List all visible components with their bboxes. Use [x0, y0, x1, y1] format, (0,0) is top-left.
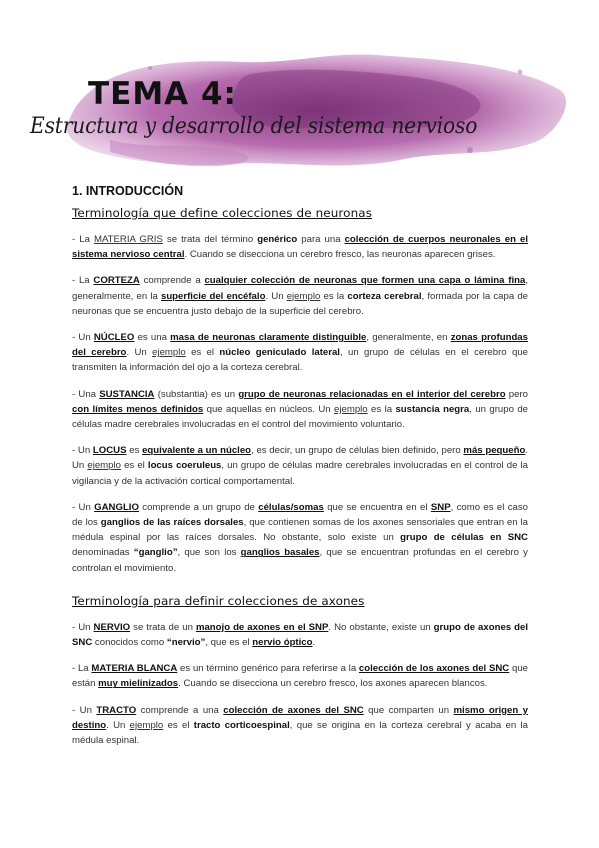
bold-underlined-text: nervio óptico — [252, 637, 313, 649]
paragraph-corteza — [72, 273, 528, 319]
paragraph-nucleo — [72, 330, 528, 376]
text-run: , un grupo de células madre cerebrales involucradas en el control del movimiento voluntario. — [72, 403, 528, 431]
text-run: . — [312, 637, 316, 649]
underlined-text: ejemplo — [152, 347, 186, 359]
text-run: , que es el — [205, 637, 253, 649]
text-run: , que son los — [177, 547, 241, 559]
term-materia-blanca: MATERIA BLANCA — [91, 663, 178, 675]
text-run: que comparten un — [363, 704, 454, 716]
bold-underlined-text: más pequeño — [463, 445, 526, 457]
paragraph-nervio — [72, 620, 528, 650]
text-run: - Un — [72, 445, 93, 457]
bold-text: sustancia negra — [395, 403, 470, 415]
title: TEMA 4: — [88, 76, 237, 112]
text-run: que aquellas en núcleos. Un — [203, 403, 335, 415]
bold-underlined-text: SNP — [430, 501, 451, 513]
text-run: se trata del término — [162, 234, 258, 245]
bold-text: tracto corticoespinal — [193, 719, 290, 731]
text-run: , un grupo de células madre cerebrales involucradas en el control de la vigilancia y de la activación cortical comportamental. — [72, 460, 528, 487]
text-run: - La — [72, 234, 94, 245]
paragraph-ganglio — [72, 500, 528, 576]
bold-underlined-text: colección de axones del SNC — [223, 704, 364, 716]
bold-underlined-text: grupo de neuronas relacionadas en el interior del cerebro — [238, 388, 506, 400]
bold-underlined-text: con límites menos definidos — [72, 403, 204, 415]
text-run: conocidos como — [92, 637, 167, 649]
term-tracto: TRACTO — [96, 704, 137, 716]
text-run: es un término genérico para referirse a la — [177, 663, 359, 675]
text-run: , que se origina en la corteza cerebral y acaba en la médula espinal. — [72, 719, 528, 747]
bold-underlined-text: manojo de axones en el SNP — [195, 621, 329, 633]
underlined-text: ejemplo — [87, 460, 121, 472]
term-sustancia: SUSTANCIA — [99, 388, 155, 400]
bold-text: núcleo geniculado lateral — [219, 347, 340, 359]
bold-underlined-text: colección de cuerpos neuronales en el sistema nervioso central — [72, 234, 528, 261]
text-run: . No obstante, existe un — [328, 621, 434, 633]
bold-underlined-text: masa de neuronas claramente distinguible — [170, 332, 367, 344]
bold-underlined-text: colección de los axones del SNC — [358, 663, 510, 675]
text-run: comprende a una — [136, 704, 224, 716]
text-run: es la — [320, 290, 348, 302]
bold-text: corteza cerebral — [347, 290, 422, 302]
document-body — [72, 184, 528, 759]
text-run: , es decir, un grupo de células bien definido, pero — [251, 445, 464, 457]
term-corteza: CORTEZA — [93, 275, 140, 287]
bold-underlined-text: superficie del encéfalo — [160, 290, 266, 302]
text-run: es la — [367, 403, 396, 415]
bold-underlined-text: equivalente a un núcleo — [142, 445, 252, 457]
text-run: , que se encuentran profundas en el cerebro y controlan el movimiento. — [72, 547, 528, 574]
underlined-text: ejemplo — [334, 403, 368, 415]
bold-text: locus coeruleus — [147, 460, 222, 472]
text-run: se trata de un — [130, 621, 196, 633]
text-run: - La — [72, 275, 94, 287]
paragraph-tracto — [72, 703, 528, 749]
text-run: , generalmente, en la — [72, 275, 528, 302]
term-nervio: NERVIO — [93, 621, 131, 633]
bold-text: genérico — [257, 234, 298, 245]
bold-text: ganglios de las raíces dorsales — [100, 517, 244, 529]
text-run: - Una — [72, 388, 100, 400]
text-run: . Un — [106, 719, 130, 731]
text-run: comprende a un grupo de — [138, 501, 259, 513]
bold-underlined-text: cualquier colección de neuronas que formen una capa o lámina fina — [204, 275, 526, 287]
bold-text: grupo de células en SNC — [400, 532, 528, 544]
bold-text: “nervio” — [166, 637, 206, 649]
term-materia-gris: MATERIA GRIS — [93, 234, 163, 245]
text-run: es — [126, 445, 143, 457]
subsection-heading-axones: Terminología para definir colecciones de axones — [72, 593, 365, 608]
text-run: - Un — [72, 332, 94, 344]
subtitle: Estructura y desarrollo del sistema nervioso — [30, 114, 478, 139]
text-run: , un grupo de células en el cerebro que transmiten la información del ojo a la corteza cerebral. — [72, 347, 528, 374]
text-run: pero — [505, 388, 528, 400]
text-run: que están — [72, 663, 528, 690]
text-run: - Un — [72, 621, 94, 633]
text-run: , generalmente, en — [366, 332, 451, 344]
text-run: que se encuentra en el — [323, 501, 431, 513]
text-run: es el — [185, 347, 220, 359]
paragraph-materia-gris — [72, 232, 528, 262]
underlined-text: ejemplo — [286, 290, 321, 302]
text-run: . Cuando se disecciona un cerebro fresco, las neuronas aparecen grises. — [184, 249, 496, 261]
paragraph-sustancia — [72, 387, 528, 433]
text-run: . Un — [265, 290, 287, 302]
subsection-heading-neuronas: Terminología que define colecciones de neuronas — [72, 206, 373, 220]
text-run: , que contienen somas de los axones sensoriales que entran en la médula espinal por las raíces dorsales. No obstante, solo existe un — [72, 517, 529, 544]
bold-underlined-text: mismo origen y destino — [72, 704, 528, 731]
text-run: . Un — [126, 347, 153, 359]
text-run: - Un — [72, 704, 97, 716]
title-banner — [0, 0, 599, 175]
bold-text: grupo de axones del SNC — [72, 621, 529, 649]
section-heading: 1. INTRODUCCIÓN — [72, 184, 184, 198]
term-ganglio: GANGLIO — [94, 501, 139, 513]
bold-underlined-text: zonas profundas del cerebro — [72, 332, 528, 359]
text-run: es el — [163, 719, 194, 731]
text-run: , formada por la capa de neuronas que se encuentra justo debajo de la superficie del cerebro. — [72, 290, 529, 317]
text-run: . Cuando se disecciona un cerebro fresco, los axones aparecen blancos. — [178, 678, 488, 690]
text-run: . Un — [72, 445, 528, 472]
text-run: para una — [297, 234, 345, 245]
underlined-text: ejemplo — [129, 719, 164, 731]
bold-underlined-text: ganglios basales — [240, 547, 320, 559]
text-run: - La — [72, 663, 92, 675]
text-run: comprende a — [139, 275, 205, 287]
term-locus: LOCUS — [92, 445, 127, 457]
text-run: , como es el caso de los — [72, 501, 528, 529]
text-run: (substantia) es un — [154, 388, 239, 400]
text-run: - Un — [72, 501, 95, 513]
text-run: es una — [134, 332, 171, 344]
term-nucleo: NÚCLEO — [93, 332, 135, 344]
bold-text: “ganglio” — [133, 547, 178, 559]
bold-underlined-text: muy mielinizados — [98, 678, 179, 690]
text-run: denominadas — [72, 547, 134, 559]
paragraph-locus — [72, 443, 528, 489]
bold-underlined-text: células/somas — [258, 501, 324, 513]
text-run: es el — [120, 460, 148, 472]
paragraph-materia-blanca — [72, 661, 528, 691]
